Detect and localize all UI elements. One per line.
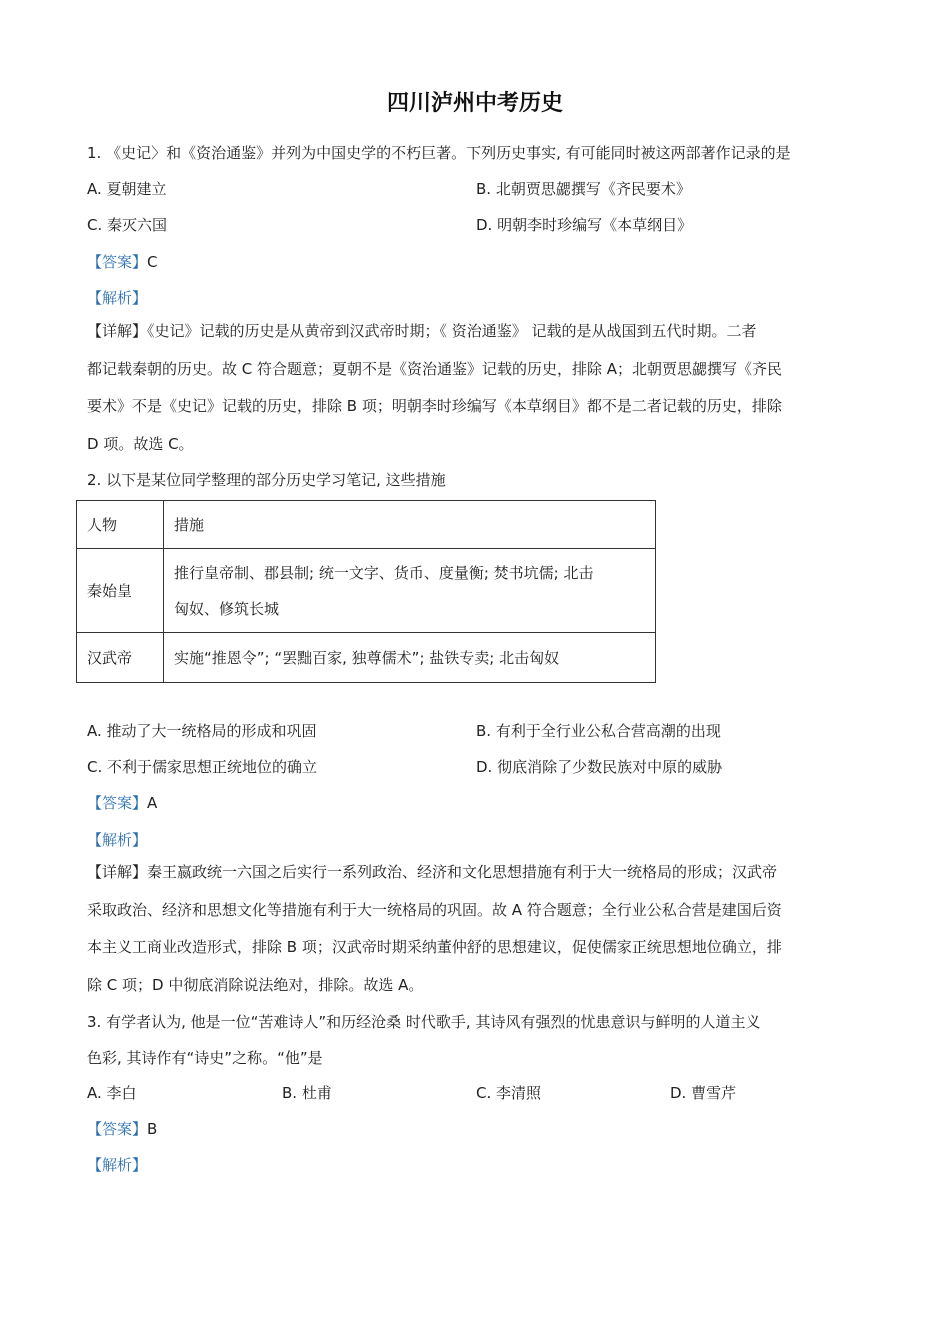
- q3-option-d: D. 曹雪芹: [670, 1084, 737, 1102]
- table-cell-person: 汉武帝: [77, 633, 164, 683]
- detail-line: 采取政治、经济和思想文化等措施有利于大一统格局的巩固。故 A 符合题意；全行业公私合营是建国后资: [87, 900, 782, 919]
- detail-tag: 【详解】: [87, 863, 148, 881]
- q1-stem: 1. 《史记〉和《资治通鉴》并列为中国史学的不朽巨著。下列历史事实, 有可能同时被这两部著作记录的是: [87, 144, 791, 162]
- q2-stem: 2. 以下是某位同学整理的部分历史学习笔记, 这些措施: [87, 471, 446, 489]
- detail-line: D 项。故选 C。: [87, 434, 194, 453]
- answer-value: B: [147, 1120, 158, 1138]
- q3-option-c: C. 李清照: [476, 1084, 542, 1102]
- answer-value: C: [147, 253, 158, 271]
- q2-option-a: A. 推动了大一统格局的形成和巩固: [87, 722, 317, 740]
- detail-line: 除 C 项；D 中彻底消除说法绝对，排除。故选 A。: [87, 975, 424, 994]
- analysis-tag: 【解析】: [87, 1156, 148, 1174]
- q2-detail: [87, 854, 863, 1004]
- measure-line: 推行皇帝制、郡县制; 统一文字、货币、度量衡; 焚书坑儒; 北击: [174, 563, 594, 582]
- q3-option-b: B. 杜甫: [282, 1084, 332, 1102]
- q1-detail: [87, 313, 863, 463]
- answer-tag: 【答案】: [87, 794, 148, 812]
- q1-analysis-tag: [87, 288, 147, 308]
- detail-line: 本主义工商业改造形式，排除 B 项；汉武帝时期采纳董仲舒的思想建议，促使儒家正统思想地位确立，排: [87, 938, 782, 956]
- q1-option-b: B. 北朝贾思勰撰写《齐民要术》: [476, 180, 691, 198]
- table-row: [77, 633, 656, 683]
- page-title: 四川泸州中考历史: [386, 90, 563, 116]
- notes-table: [76, 500, 656, 683]
- measure-line: 匈奴、修筑长城: [174, 599, 280, 618]
- table-cell-measures: 实施“推恩令”; “罢黜百家, 独尊儒术”; 盐铁专卖; 北击匈奴: [164, 633, 656, 683]
- answer-tag: 【答案】: [87, 253, 148, 271]
- table-cell-person: 秦始皇: [77, 549, 164, 633]
- detail-tag: 【详解】: [87, 322, 148, 340]
- q2-option-b: B. 有利于全行业公私合营高潮的出现: [476, 722, 721, 740]
- q2-answer: [87, 793, 157, 813]
- q2-option-d: D. 彻底消除了少数民族对中原的威胁: [476, 758, 723, 776]
- q2-option-c: C. 不利于儒家思想正统地位的确立: [87, 758, 318, 776]
- analysis-tag: 【解析】: [87, 831, 148, 849]
- detail-line: 都记载秦朝的历史。故 C 符合题意；夏朝不是《资治通鉴》记载的历史，排除 A；北朝贾思勰撰写《齐民: [87, 359, 783, 378]
- q3-option-a: A. 李白: [87, 1084, 137, 1102]
- answer-tag: 【答案】: [87, 1120, 148, 1138]
- q1-answer: [87, 252, 158, 272]
- analysis-tag: 【解析】: [87, 289, 148, 307]
- table-cell-measures: [164, 549, 656, 633]
- detail-line: 《史记》记载的历史是从黄帝到汉武帝时期；《 资治通鉴》 记载的是从战国到五代时期。二者: [147, 322, 757, 340]
- detail-line: 要术》不是《史记》记载的历史，排除 B 项；明朝李时珍编写《本草纲目》都不是二者记载的历史，排除: [87, 397, 782, 415]
- q3-analysis-tag: [87, 1155, 147, 1175]
- q1-option-a: A. 夏朝建立: [87, 180, 167, 198]
- table-header-row: [77, 501, 656, 549]
- detail-line: 秦王嬴政统一六国之后实行一系列政治、经济和文化思想措施有利于大一统格局的形成；汉武帝: [147, 863, 778, 881]
- q3-stem-line-2: 色彩, 其诗作有“诗史”之称。“他”是: [87, 1049, 323, 1067]
- q3-answer: [87, 1119, 157, 1139]
- table-header-measures: 措施: [164, 501, 656, 549]
- table-row: [77, 549, 656, 633]
- q2-analysis-tag: [87, 830, 147, 850]
- q1-option-d: D. 明朝李时珍编写《本草纲目》: [476, 216, 693, 234]
- table-header-person: 人物: [77, 501, 164, 549]
- answer-value: A: [147, 794, 158, 812]
- q1-option-c: C. 秦灭六国: [87, 216, 168, 234]
- q3-stem-line-1: 3. 有学者认为, 他是一位“苦难诗人”和历经沧桑 时代歌手, 其诗风有强烈的忧患意识与鲜明的人道主义: [87, 1013, 761, 1031]
